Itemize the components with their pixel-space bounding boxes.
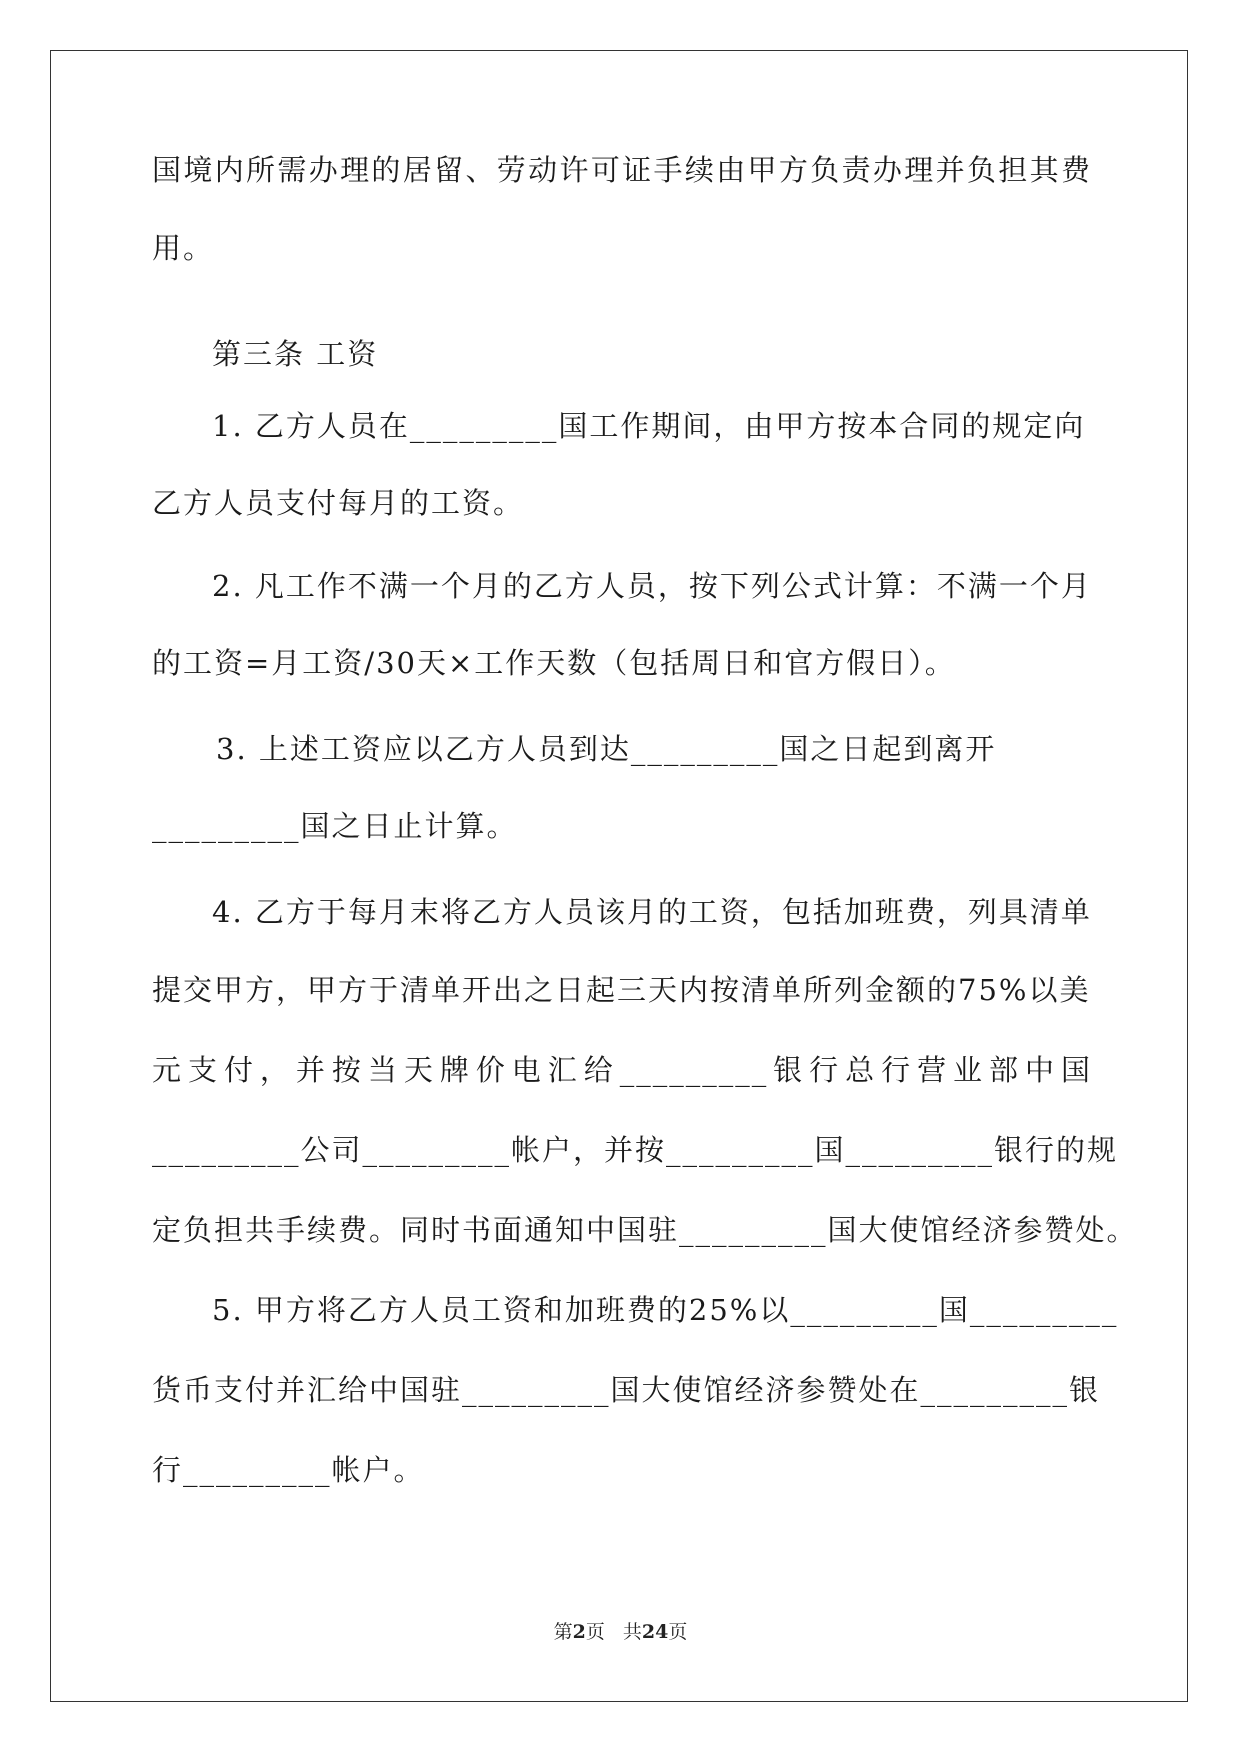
page-footer (0, 1617, 1241, 1644)
text-line: 行_________帐户。 (152, 1453, 425, 1487)
text-line: 3. 上述工资应以乙方人员到达_________国之日起到离开 (216, 732, 997, 766)
text-line: 用。 (152, 231, 215, 265)
total-prefix: 共 (622, 1621, 642, 1643)
text-line: 4. 乙方于每月末将乙方人员该月的工资，包括加班费，列具清单 (212, 895, 1092, 929)
text-line: 5. 甲方将乙方人员工资和加班费的25%以_________国_________ (212, 1293, 1119, 1327)
text-line: 定负担共手续费。同时书面通知中国驻_________国大使馆经济参赞处。 (152, 1213, 1138, 1247)
text-line: 国境内所需办理的居留、劳动许可证手续由甲方负责办理并负担其费 (152, 153, 1092, 187)
text-line: 1. 乙方人员在_________国工作期间，由甲方按本合同的规定向 (212, 409, 1086, 443)
total-suffix: 页 (668, 1621, 688, 1643)
text-line: 的工资=月工资/30天×工作天数（包括周日和官方假日）。 (152, 646, 956, 680)
page-number: 2 (572, 1621, 586, 1643)
text-line: _________国之日止计算。 (152, 809, 518, 843)
page-prefix: 第 (553, 1621, 573, 1643)
page-suffix: 页 (585, 1621, 605, 1643)
text-line: 元支付，并按当天牌价电汇给_________银行总行营业部中国 (152, 1053, 1092, 1087)
total-pages: 24 (641, 1621, 669, 1643)
text-line: 乙方人员支付每月的工资。 (152, 486, 525, 520)
text-line: 提交甲方，甲方于清单开出之日起三天内按清单所列金额的75%以美 (152, 973, 1091, 1007)
text-line: 货币支付并汇给中国驻_________国大使馆经济参赞处在_________银 (152, 1373, 1101, 1407)
section-heading: 第三条 工资 (212, 337, 379, 371)
text-line: _________公司_________帐户，并按_________国_________银行的规 (152, 1133, 1119, 1167)
text-line: 2. 凡工作不满一个月的乙方人员，按下列公式计算：不满一个月 (212, 569, 1092, 603)
